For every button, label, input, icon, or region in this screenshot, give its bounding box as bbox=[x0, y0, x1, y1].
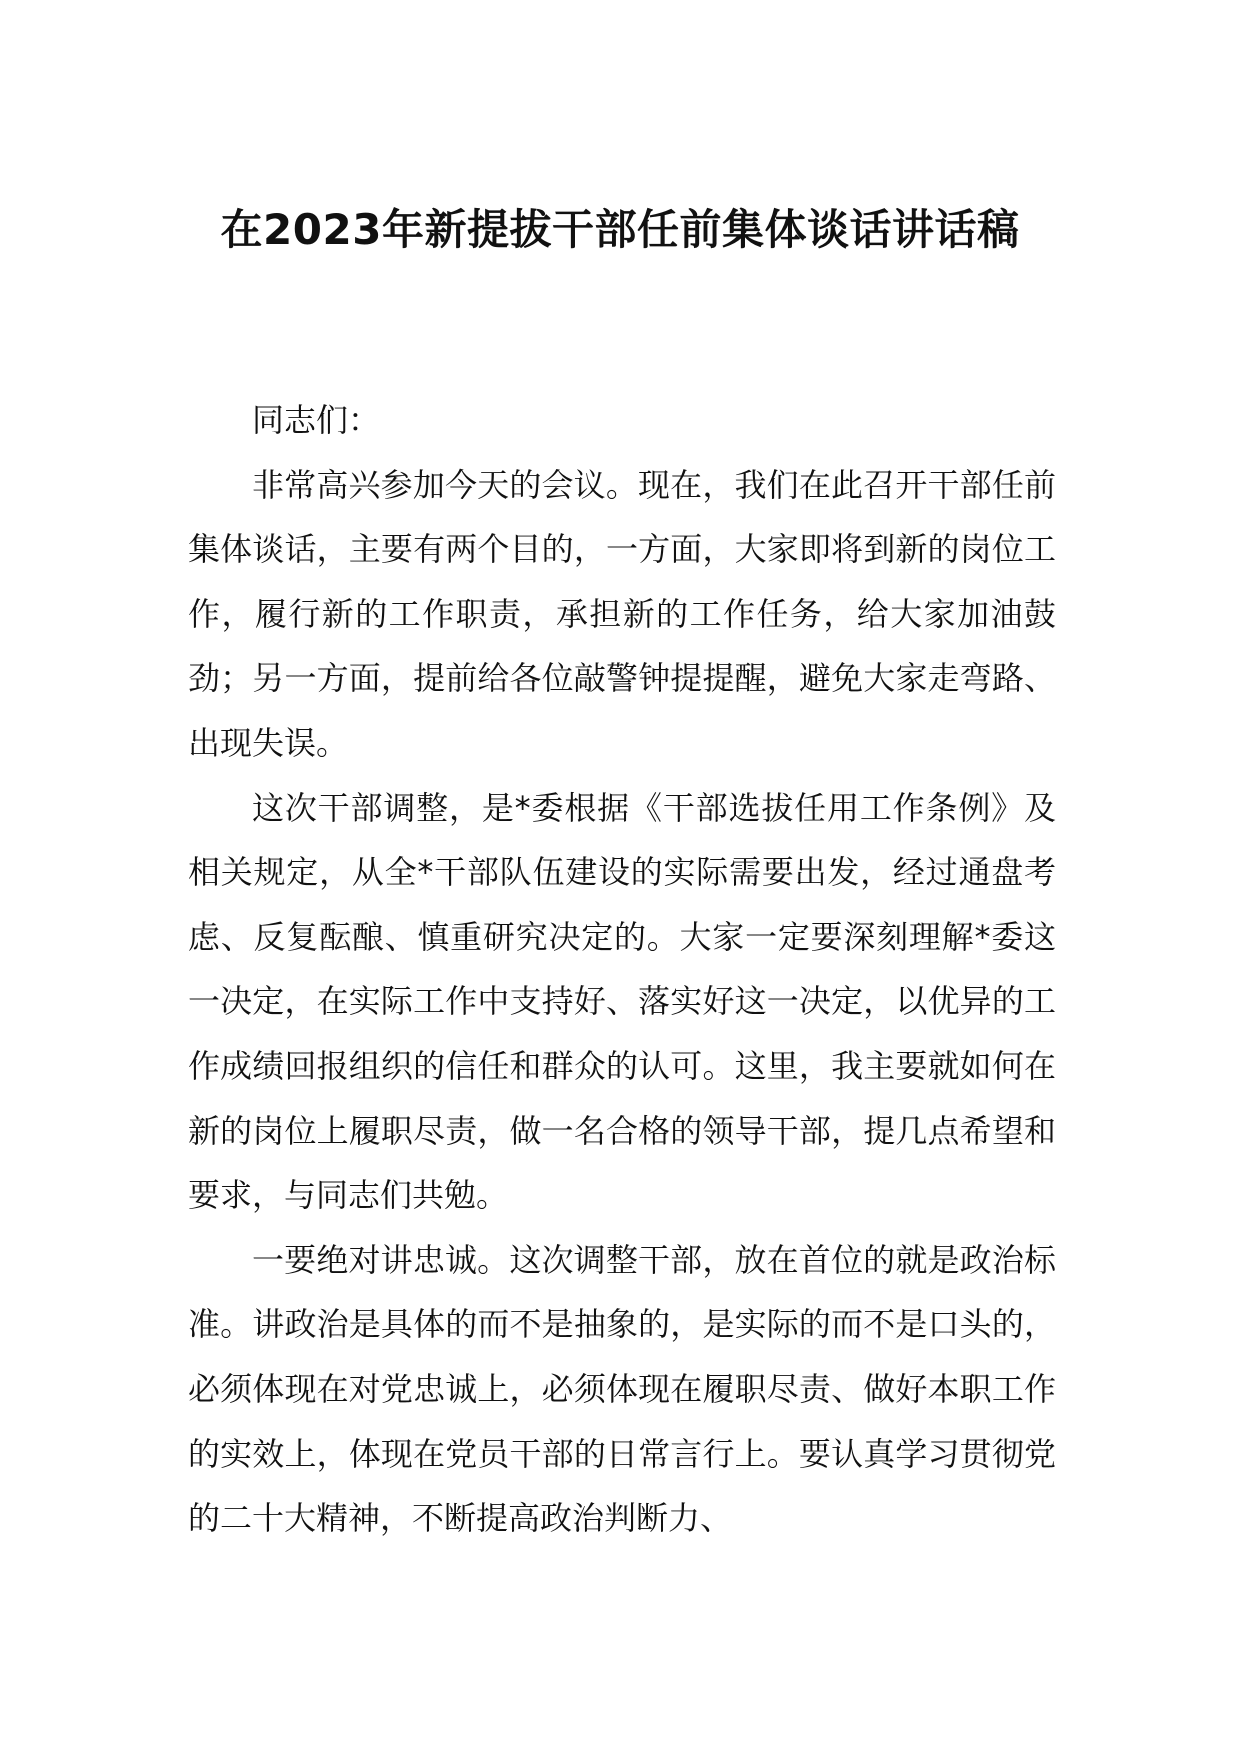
document-body bbox=[188, 388, 1056, 1551]
paragraph-adjustment: 这次干部调整，是*委根据《干部选拔任用工作条例》及相关规定，从全*干部队伍建设的实际需要出发，经过通盘考虑、反复酝酿、慎重研究决定的。大家一定要深刻理解*委这一决定，在实际工作中支持好、落实好这一决定，以优异的工作成绩回报组织的信任和群众的认可。这里，我主要就如何在新的岗位上履职尽责，做一名合格的领导干部，提几点希望和要求，与同志们共勉。 bbox=[188, 788, 1056, 1215]
document-title: 在2023年新提拔干部任前集体谈话讲话稿 bbox=[220, 205, 1020, 254]
paragraph-opening: 非常高兴参加今天的会议。现在，我们在此召开干部任前集体谈话，主要有两个目的，一方面，大家即将到新的岗位工作，履行新的工作职责，承担新的工作任务，给大家加油鼓劲；另一方面，提前给各位敲警钟提提醒，避免大家走弯路、出现失误。 bbox=[188, 465, 1056, 762]
salutation: 同志们： bbox=[252, 401, 381, 439]
paragraph-loyalty: 一要绝对讲忠诚。这次调整干部，放在首位的就是政治标准。讲政治是具体的而不是抽象的，是实际的而不是口头的，必须体现在对党忠诚上，必须体现在履职尽责、做好本职工作的实效上，体现在党员干部的日常言行上。要认真学习贯彻党的二十大精神，不断提高政治判断力、 bbox=[188, 1240, 1056, 1538]
